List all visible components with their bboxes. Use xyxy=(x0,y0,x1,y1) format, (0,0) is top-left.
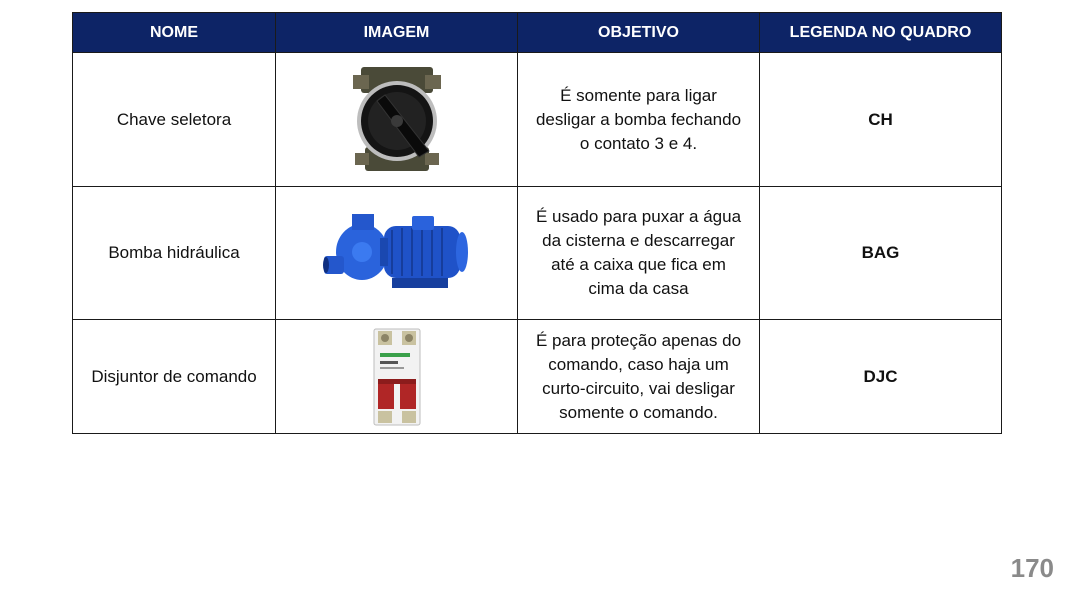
water-pump-icon xyxy=(322,208,472,298)
cell-legenda: CH xyxy=(760,53,1002,187)
cell-nome: Bomba hidráulica xyxy=(73,187,276,320)
header-nome: NOME xyxy=(73,13,276,53)
header-imagem: IMAGEM xyxy=(276,13,518,53)
page-number: 170 xyxy=(1010,553,1054,583)
table-row xyxy=(73,53,1002,187)
components-table xyxy=(72,12,1002,434)
cell-legenda: BAG xyxy=(760,187,1002,320)
cell-objetivo: É somente para ligar desligar a bomba fechando o contato 3 e 4. xyxy=(518,53,760,187)
cell-nome: Disjuntor de comando xyxy=(73,320,276,434)
cell-objetivo: É usado para puxar a água da cisterna e descarregar até a caixa que fica em cima da casa xyxy=(518,187,760,320)
selector-switch-icon xyxy=(347,65,447,175)
cell-imagem xyxy=(276,187,518,320)
header-legenda: LEGENDA NO QUADRO xyxy=(760,13,1002,53)
cell-objetivo: É para proteção apenas do comando, caso haja um curto-circuito, vai desligar somente o comando. xyxy=(518,320,760,434)
cell-nome: Chave seletora xyxy=(73,53,276,187)
table-row xyxy=(73,187,1002,320)
table-row xyxy=(73,320,1002,434)
cell-imagem xyxy=(276,53,518,187)
table-header-row xyxy=(73,13,1002,53)
cell-legenda: DJC xyxy=(760,320,1002,434)
circuit-breaker-icon xyxy=(372,327,422,427)
header-objetivo: OBJETIVO xyxy=(518,13,760,53)
cell-imagem xyxy=(276,320,518,434)
